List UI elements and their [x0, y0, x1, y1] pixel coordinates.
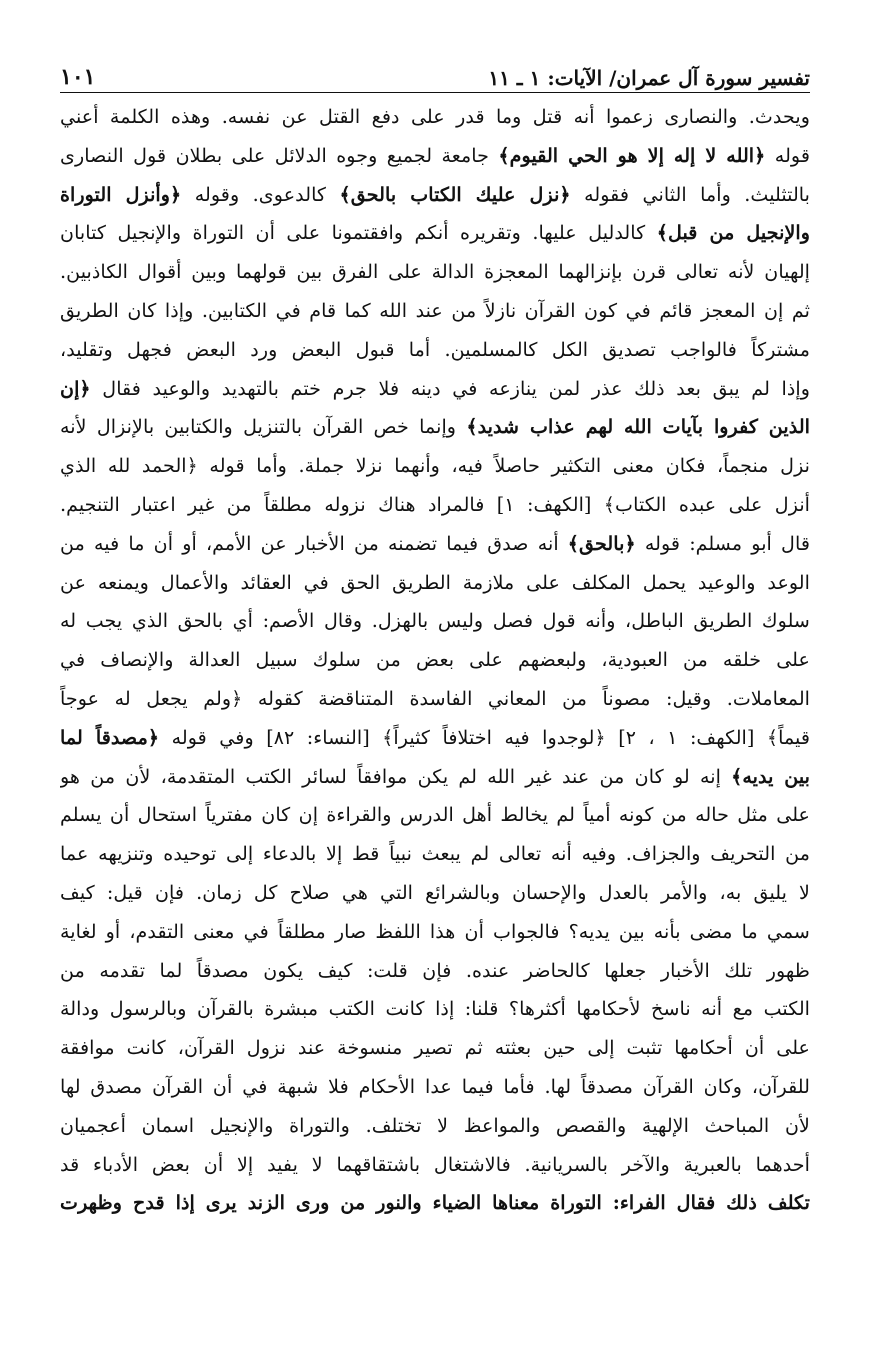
text-line [60, 98, 810, 137]
text-line [60, 796, 810, 835]
text-line [60, 137, 810, 176]
text-line [60, 1107, 810, 1146]
text-line [60, 680, 810, 719]
text-segment: لا يليق به، والأمر بالعدل والإحسان وبالشرائع التي هي صلاح كل زمان. فإن قيل: كيف [60, 880, 810, 904]
text-line [60, 214, 810, 253]
text-line [60, 990, 810, 1029]
text-segment: على مثل حاله من كونه أمياً لم يخالط أهل الدرس والقراءة إن كان مفترياً استحال أن يسلم [60, 803, 810, 827]
text-segment: وإذا لم يبق بعد ذلك عذر لمن ينازعه في دينه فلا جرم ختم بالتهديد والوعيد فقال [90, 376, 810, 400]
text-line [60, 525, 810, 564]
text-segment: كالدعوى. وقوله [181, 182, 340, 206]
text-segment: أحدهما بالعبرية والآخر بالسريانية. فالاشتغال باشتقاقهما لا يفيد إلا أن بعض الأدباء قد [60, 1152, 810, 1176]
text-segment: نزل منجماً، فكان معنى التكثير حاصلاً فيه، وأنهما نزلا جملة. وأما قوله [197, 454, 810, 478]
text-line [60, 331, 810, 370]
text-segment: أنه صدق فيما تضمنه من الأخبار عن الأمم، أو أن ما فيه من [60, 531, 568, 555]
text-segment: سلوك الطريق الباطل، وأنه قول فصل وليس بالهزل. وقال الأصم: أي بالحق الذي يجب له [60, 609, 810, 633]
text-segment: الكتب مع أنه ناسخ لأحكامها أكثرها؟ قلنا: إذا كانت الكتب مبشرة بالقرآن وبالرسول ودالة [60, 997, 810, 1021]
text-line [60, 835, 810, 874]
text-segment: على أن أحكامها تثبت إلى حين بعثته ثم تصير منسوخة عند نزول القرآن، كانت موافقة [60, 1036, 810, 1060]
text-segment: ثم إن المعجز قائم في كون القرآن نازلاً من عند الله كما قام في الكتابين. وإذا كان الطريق [60, 298, 810, 322]
text-line [60, 1068, 810, 1107]
text-segment: قوله [765, 143, 810, 167]
page-number: ١٠١ [60, 64, 96, 90]
text-line [60, 370, 810, 409]
text-line [60, 564, 810, 603]
text-segment: للقرآن، وكان القرآن مصدقاً لها. فأما فيما عدا الأحكام فلا شبهة في أن القرآن مصدق لها [60, 1074, 810, 1098]
bold-segment: والإنجيل من قبل﴾ [656, 221, 810, 245]
text-segment: من التحريف والجزاف. وفيه أنه تعالى لم يبعث نبياً قط إلا بالدعاء إلى توحيده وتنزيهه عما [60, 842, 810, 866]
bold-segment: ﴿بالحق﴾ [567, 531, 636, 555]
text-line [60, 641, 810, 680]
bold-segment: بين يديه﴾ [731, 764, 810, 788]
text-line [60, 952, 810, 991]
page-header [60, 52, 810, 90]
bold-segment: الذين كفروا بآيات الله لهم عذاب شديد﴾ [466, 415, 810, 439]
text-segment: إلهيان لأنه تعالى قرن بإنزالهما المعجزة الدالة على الفرق بين قولهما وبين أقوال الكاذبين. [60, 260, 810, 284]
text-line [60, 447, 810, 486]
text-segment: ويحدث. والنصارى زعموا أنه قتل وما قدر على دفع القتل عن نفسه. وهذه الكلمة أعني [60, 105, 810, 128]
text-segment: كالدليل عليها. وتقريره أنكم وافقتمونا على أن التوراة والإنجيل كتابان [60, 221, 657, 245]
text-segment: جامعة لجميع وجوه الدلائل على بطلان قول النصارى [60, 143, 499, 167]
text-segment: ﴿ولم يجعل له عوجاً [60, 686, 243, 710]
text-segment: بالتثليث. وأما الثاني فقوله [570, 182, 810, 206]
bold-segment: ﴿نزل عليك الكتاب بالحق﴾ [339, 182, 571, 206]
text-line [60, 1029, 810, 1068]
text-segment: أنزل على عبده الكتاب﴾ [الكهف: ١] فالمراد هناك نزوله مطلقاً من غير اعتبار التنجيم. [60, 492, 810, 516]
bold-segment: تكلف ذلك فقال الفراء: التوراة معناها الضياء والنور من ورى الزند يرى إذا قدح وظهرت [60, 1191, 810, 1215]
text-segment: مشتركاً فالواجب تصديق الكل كالمسلمين. أما قبول البعض ورد البعض فجهل وتقليد، [60, 337, 810, 361]
text-line [60, 253, 810, 292]
text-segment: المعاملات. وقيل: مصوناً من المعاني الفاسدة المتناقضة كقوله [242, 686, 810, 710]
text-line [60, 1146, 810, 1185]
bold-segment: ﴿الله لا إله إلا هو الحي القيوم﴾ [498, 143, 766, 167]
text-segment: سمي ما مضى بأنه بين يديه؟ فالجواب أن هذا اللفظ صار مطلقاً في معنى التقدم، أو لغاية [60, 919, 810, 943]
bold-segment: ﴿وأنزل التوراة [60, 182, 182, 206]
text-segment: لأن المباحث الإلهية والقصص والمواعظ لا تختلف. والتوراة والإنجيل اسمان أعجميان [60, 1113, 810, 1137]
body-text [60, 98, 810, 1223]
text-line [60, 913, 810, 952]
text-segment: على خلقه من العبودية، ولبعضهم على بعض من سلوك سبيل العدالة والإنصاف في [60, 648, 810, 672]
text-line [60, 1184, 810, 1223]
text-line [60, 176, 810, 215]
text-line [60, 292, 810, 331]
text-segment: ظهور تلك الأخبار جعلها كالحاضر عنده. فإن قلت: كيف يكون مصدقاً لما تقدمه من [60, 958, 810, 982]
text-segment: قيماً﴾ [الكهف: ١ ، ٢] ﴿لوجدوا فيه اختلافاً كثيراً﴾ [النساء: ٨٢] وفي قوله [159, 725, 810, 749]
header-rule [60, 92, 810, 93]
running-title: تفسير سورة آل عمران/ الآيات: ١ ـ ١١ [488, 66, 810, 90]
text-line [60, 874, 810, 913]
text-segment: الوعد والوعيد يحمل المكلف على ملازمة الطريق الحق في العقائد والأعمال ويمنعه عن [60, 570, 810, 594]
text-line [60, 719, 810, 758]
text-line [60, 758, 810, 797]
text-segment: ﴿الحمد لله الذي [60, 454, 198, 478]
bold-segment: ﴿مصدقاً لما [60, 725, 160, 749]
bold-segment: ﴿إن [60, 376, 91, 400]
text-segment: وإنما خص القرآن بالتنزيل والكتابين بالإنزال لأنه [60, 415, 467, 439]
text-line [60, 486, 810, 525]
text-line [60, 408, 810, 447]
text-segment: إنه لو كان من عند غير الله لم يكن موافقاً لسائر الكتب المتقدمة، لأن من هو [60, 764, 732, 788]
text-segment: قال أبو مسلم: قوله [635, 531, 810, 555]
text-line [60, 602, 810, 641]
